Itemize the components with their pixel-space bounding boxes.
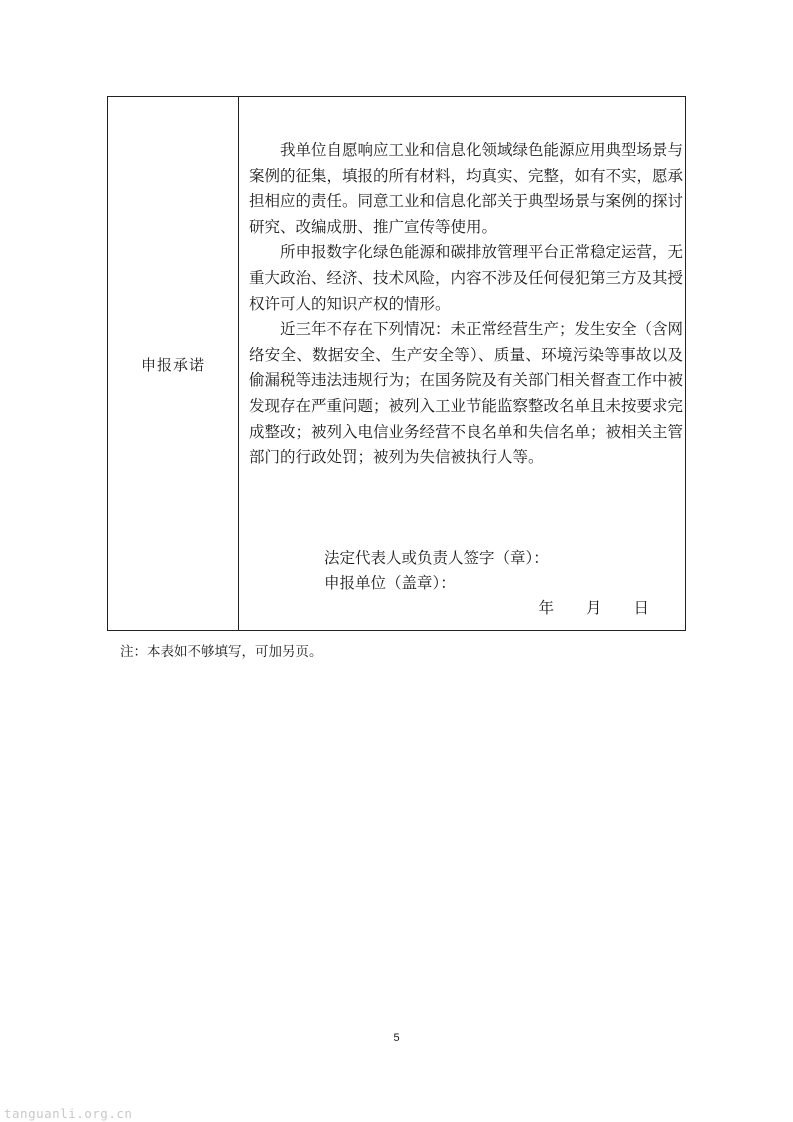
commitment-table [107,96,686,631]
date-year-label: 年 [538,599,554,617]
unit-seal-label: 申报单位（盖章）： [324,574,456,592]
footnote: 注：本表如不够填写，可加另页。 [120,644,323,660]
commitment-label: 申报承诺 [140,356,205,374]
date-month-label: 月 [585,599,602,617]
content-cell [240,97,685,630]
watermark: tanguanli.org.cn [4,1106,133,1121]
date-line [538,596,649,618]
label-cell [108,97,239,630]
commitment-paragraph-3: 近三年不存在下列情况：未正常经营生产；发生安全（含网络安全、数据安全、生产安全等）、质量、环境污染等事故以及偷漏税等违法违规行为；在国务院及有关部门相关督查工作中被发现存在严重问题；被列入工业节能监察整改名单且未按要求完成整改；被列入电信业务经营不良名单和失信名单；被相关主管部门的行政处罚；被列为失信被执行人等。 [249,320,684,467]
date-day-label: 日 [633,599,649,617]
signature-label: 法定代表人或负责人签字（章）： [324,549,549,567]
commitment-paragraph-2: 所申报数字化绿色能源和碳排放管理平台正常稳定运营，无重大政治、经济、技术风险，内容不涉及任何侵犯第三方及其授权许可人的知识产权的情形。 [249,243,684,313]
page-number: 5 [393,1032,400,1044]
commitment-body [249,138,683,471]
commitment-paragraph-1: 我单位自愿响应工业和信息化领域绿色能源应用典型场景与案例的征集，填报的所有材料，均真实、完整，如有不实，愿承担相应的责任。同意工业和信息化部关于典型场景与案例的探讨研究、改编成册、推广宣传等使用。 [249,141,684,236]
